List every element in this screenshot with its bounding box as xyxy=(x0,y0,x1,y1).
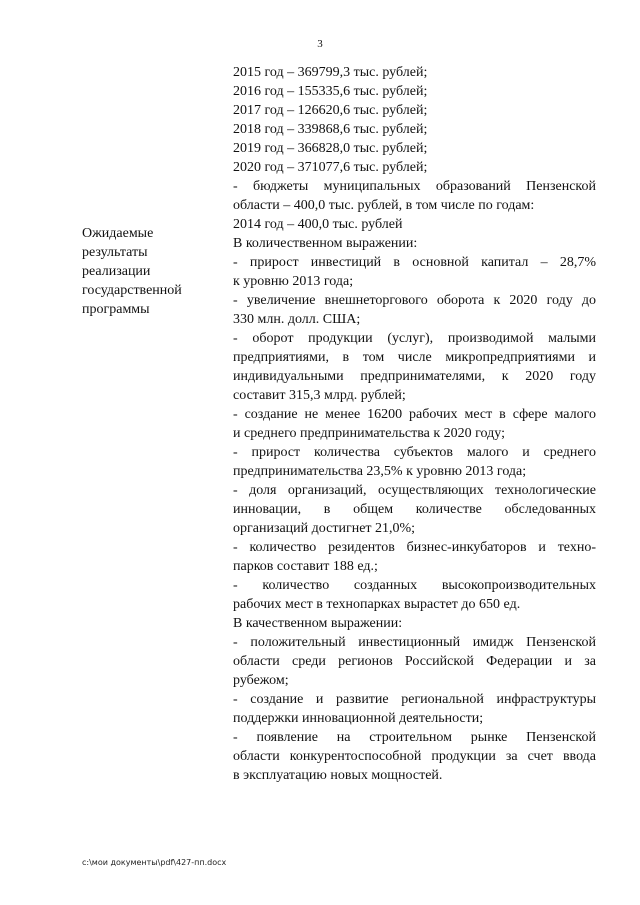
results-line: индивидуальными предпринимателями, к 2020 году xyxy=(233,369,596,384)
funding-line: 2014 год – 400,0 тыс. рублей xyxy=(233,217,403,232)
section-label-line: программы xyxy=(82,302,150,317)
results-line: - количество созданных высокопроизводительных xyxy=(233,578,596,593)
funding-line: 2016 год – 155335,6 тыс. рублей; xyxy=(233,84,428,99)
funding-line: 2015 год – 369799,3 тыс. рублей; xyxy=(233,65,428,80)
results-line: В качественном выражении: xyxy=(233,616,403,631)
funding-line: - бюджеты муниципальных образований Пензенской xyxy=(233,179,596,194)
results-line: предпринимательства 23,5% к уровню 2013 года; xyxy=(233,464,527,479)
results-line: - количество резидентов бизнес-инкубаторов и техно- xyxy=(233,540,596,555)
funding-line: 2018 год – 339868,6 тыс. рублей; xyxy=(233,122,428,137)
results-line: в эксплуатацию новых мощностей. xyxy=(233,768,443,783)
results-line: составит 315,3 млрд. рублей; xyxy=(233,388,406,403)
results-line: инновации, в общем количестве обследованных xyxy=(233,502,596,517)
results-line: и среднего предпринимательства к 2020 году; xyxy=(233,426,505,441)
section-label-line: результаты xyxy=(82,245,148,260)
file-path-footer: c:\мои документы\pdf\427-пп.docx xyxy=(82,858,227,867)
results-line: поддержки инновационной деятельности; xyxy=(233,711,484,726)
results-line: - прирост инвестиций в основной капитал – 28,7% xyxy=(233,255,596,270)
results-line: организаций достигнет 21,0%; xyxy=(233,521,416,536)
results-line: рабочих мест в технопарках вырастет до 650 ед. xyxy=(233,597,521,612)
section-label-line: реализации xyxy=(82,264,151,279)
results-line: области конкурентоспособной продукции за счет ввода xyxy=(233,749,596,764)
results-line: - оборот продукции (услуг), производимой малыми xyxy=(233,331,596,346)
results-line: - создание и развитие региональной инфраструктуры xyxy=(233,692,596,707)
funding-line: 2019 год – 366828,0 тыс. рублей; xyxy=(233,141,428,156)
page-number: 3 xyxy=(317,38,323,50)
funding-line: области – 400,0 тыс. рублей, в том числе по годам: xyxy=(233,198,535,213)
results-line: В количественном выражении: xyxy=(233,236,418,251)
section-label-line: Ожидаемые xyxy=(82,226,154,241)
funding-line: 2020 год – 371077,6 тыс. рублей; xyxy=(233,160,428,175)
section-label xyxy=(82,224,212,319)
results-line: - доля организаций, осуществляющих технологические xyxy=(233,483,596,498)
results-line: - положительный инвестиционный имидж Пензенской xyxy=(233,635,596,650)
results-line: рубежом; xyxy=(233,673,289,688)
results-line: - появление на строительном рынке Пензенской xyxy=(233,730,596,745)
results-line: 330 млн. долл. США; xyxy=(233,312,361,327)
results-line: - увеличение внешнеторгового оборота к 2020 году до xyxy=(233,293,596,308)
results-line: к уровню 2013 года; xyxy=(233,274,354,289)
content-column xyxy=(233,63,596,785)
section-label-line: государственной xyxy=(82,283,182,298)
funding-line: 2017 год – 126620,6 тыс. рублей; xyxy=(233,103,428,118)
results-line: предприятиями, в том числе микропредприятиями и xyxy=(233,350,596,365)
results-line: парков составит 188 ед.; xyxy=(233,559,378,574)
results-line: области среди регионов Российской Федерации и за xyxy=(233,654,596,669)
results-line: - создание не менее 16200 рабочих мест в сфере малого xyxy=(233,407,596,422)
results-line: - прирост количества субъектов малого и среднего xyxy=(233,445,596,460)
